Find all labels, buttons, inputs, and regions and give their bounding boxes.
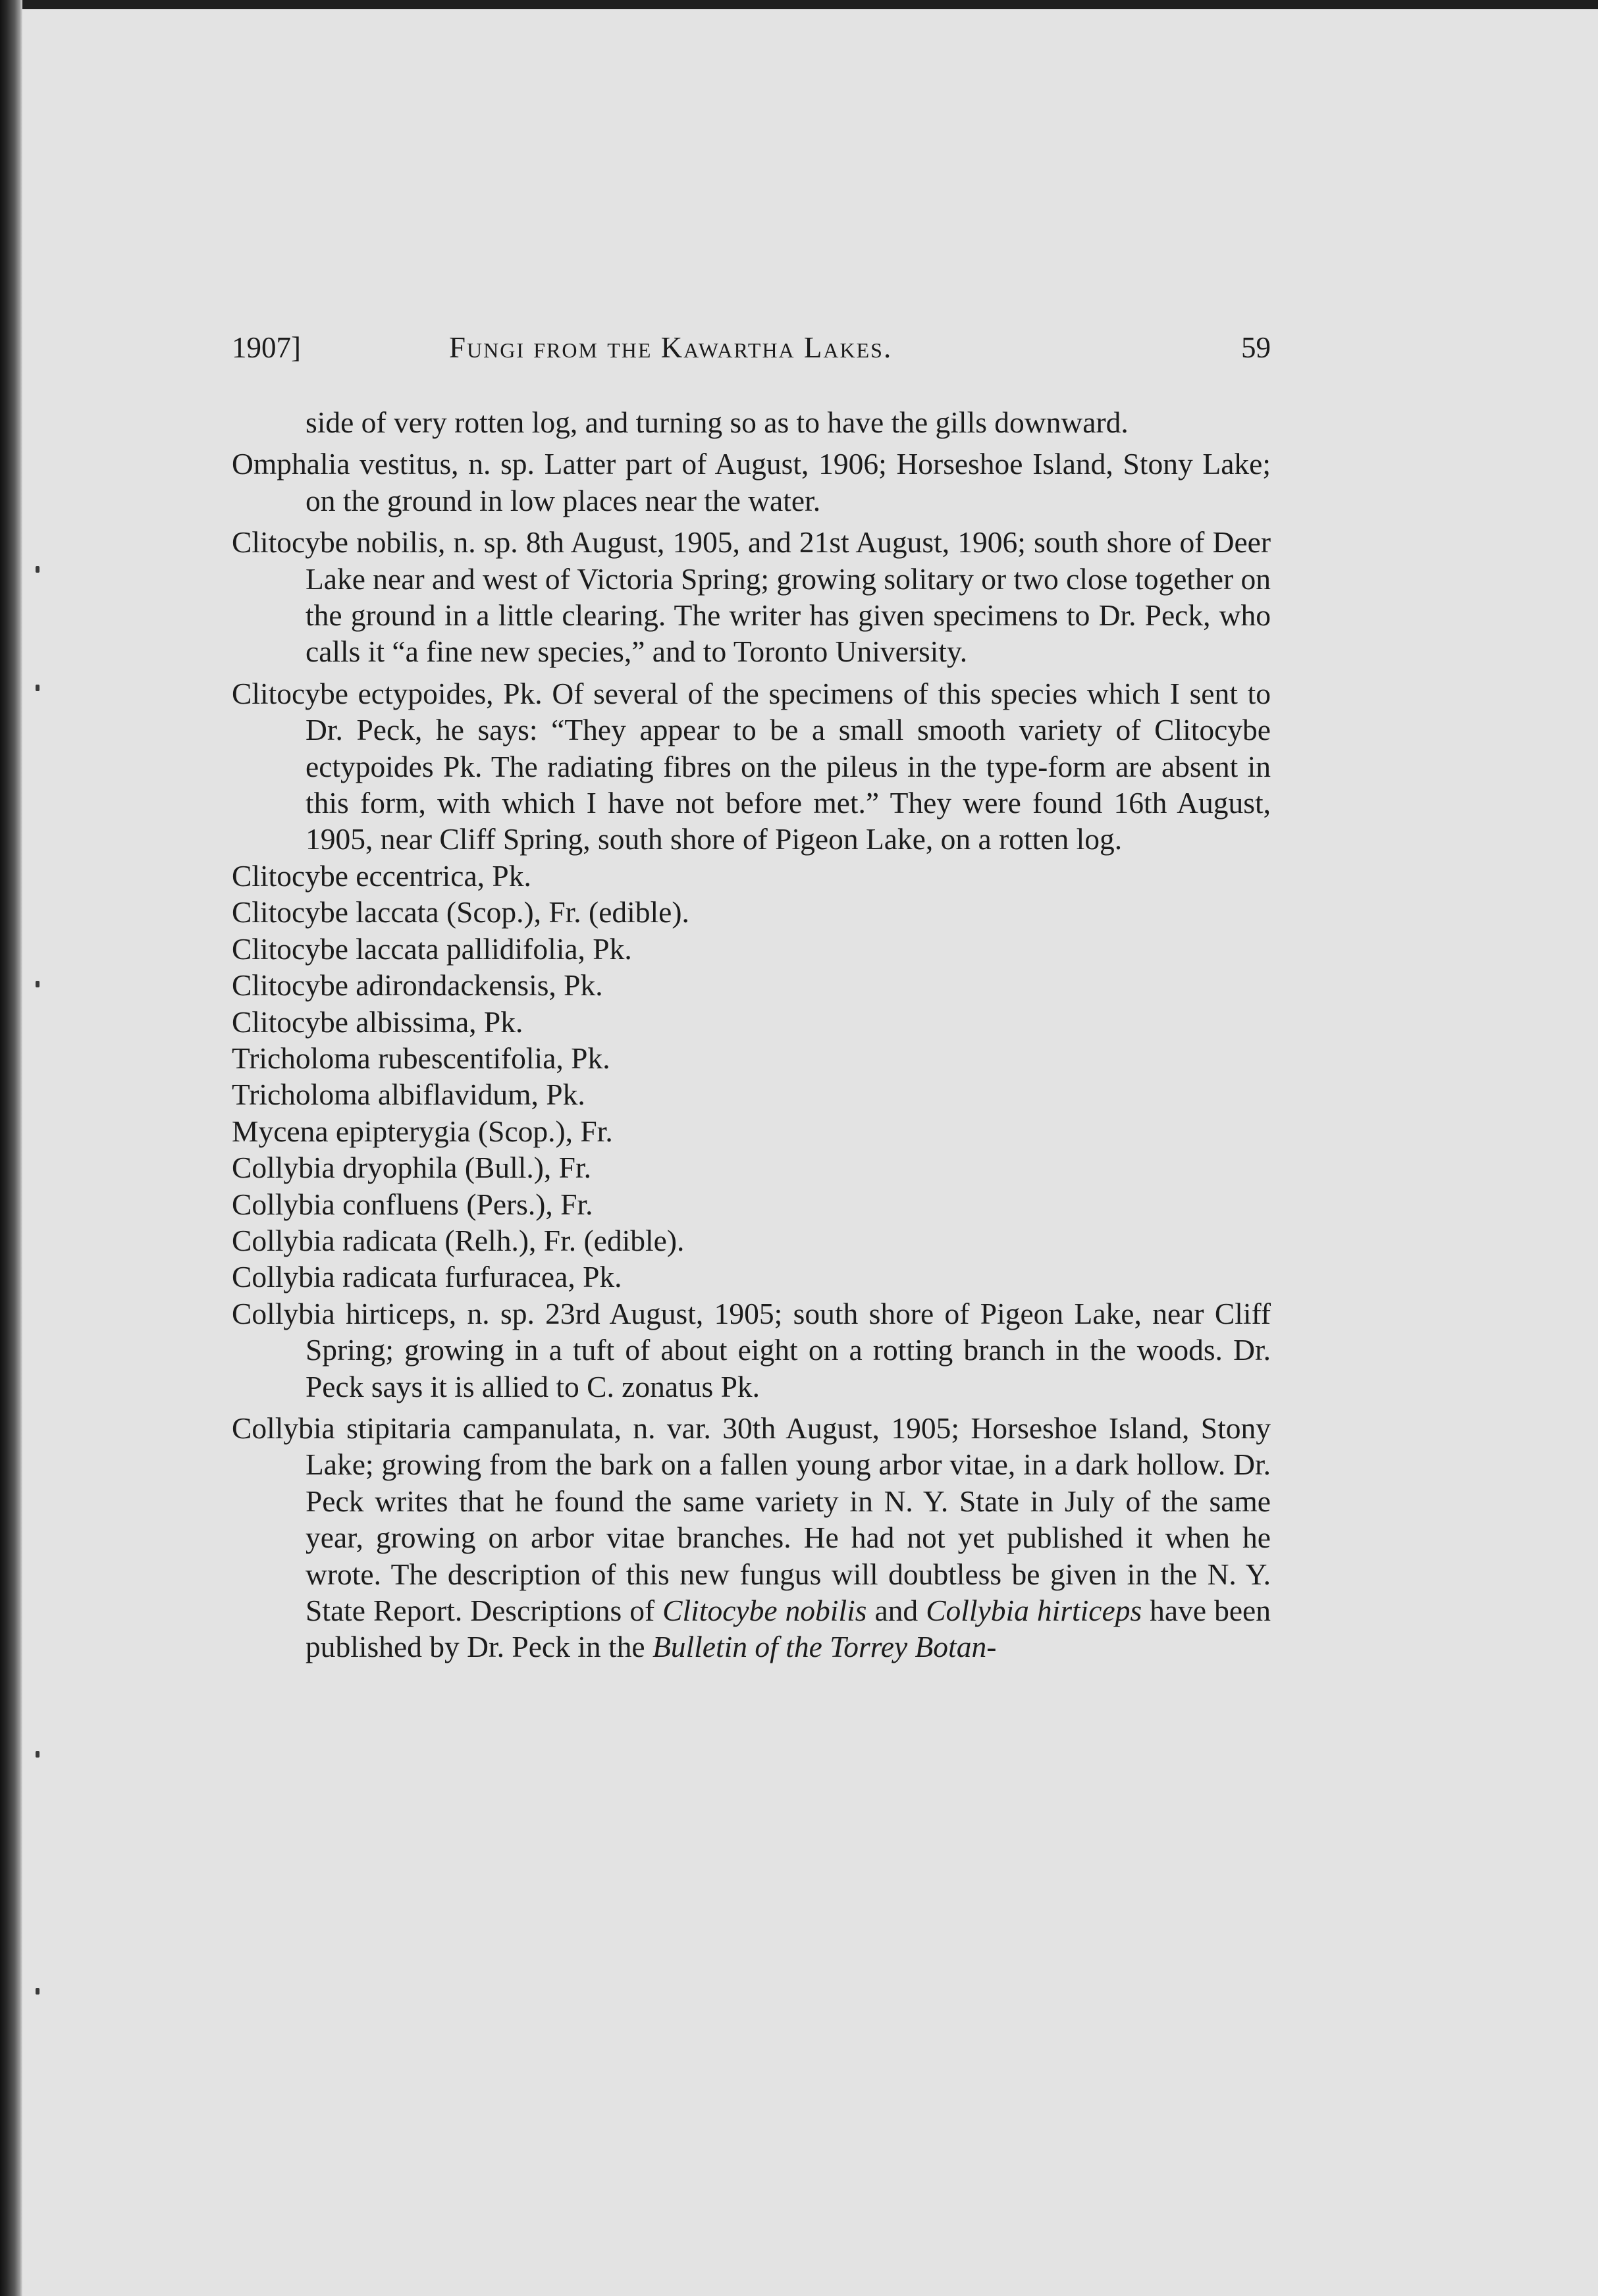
list-item: Tricholoma albiflavidum, Pk. [232,1078,585,1112]
italic-species-name: Collybia hirticeps [926,1594,1142,1627]
scan-top-edge [0,0,1598,9]
list-item: Omphalia vestitus, n. sp. Latter part of August, 1906; Horseshoe Island, Stony Lake; on the ground in low places near the water. [232,447,1271,517]
entry-text: Collybia stipitaria campanulata, n. var. 30th August, 1905; Horseshoe Island, Stony Lake; growing from the bark on a fallen young arbor vitae, in a dark hollow. Dr. Peck writes that he found the same variety in N. Y. State in July of the same year, growing on arbor vitae branches. He had not yet published it when he wrote. The description of this new fungus will doubtless be given in the N. Y. State Report. Descriptions of [232,1411,1271,1627]
list-item: Tricholoma rubescentifolia, Pk. [232,1041,610,1075]
gutter-mark [36,685,40,691]
species-list [232,404,1271,1665]
header-title: Fungi from the Kawartha Lakes. [449,331,893,364]
list-item: Mycena epipterygia (Scop.), Fr. [232,1114,613,1148]
list-item: Clitocybe adirondackensis, Pk. [232,968,603,1003]
list-item: Clitocybe albissima, Pk. [232,1004,523,1039]
header-year: 1907] [232,331,301,364]
list-item: Clitocybe ectypoides, Pk. Of several of the specimens of this species which I sent to Dr. Peck, he says: “They appear to be a small smooth variety of Clitocybe ectypoides Pk. The radiating fibres on the pileus in the type-form are absent in this form, with which I have not before met.” They were found 16th August, 1905, near Cliff Spring, south shore of Pigeon Lake, on a rotten log. [232,676,1271,856]
italic-species-name: Clitocybe nobilis [662,1594,867,1627]
text-block [232,328,1271,1665]
gutter-mark [36,981,40,987]
italic-journal-title: Bulletin of the Torrey Botan- [652,1630,997,1664]
list-item: Clitocybe nobilis, n. sp. 8th August, 1905, and 21st August, 1906; south shore of Deer Lake near and west of Victoria Spring; growing solitary or two close together on the ground in a little clearing. The writer has given specimens to Dr. Peck, who calls it “a fine new species,” and to Toronto University. [232,525,1271,669]
list-item: Clitocybe laccata pallidifolia, Pk. [232,931,632,966]
page-number: 59 [1241,331,1271,364]
list-item [232,1410,1271,1665]
running-head [232,328,1271,374]
list-item: Collybia confluens (Pers.), Fr. [232,1187,593,1221]
list-item: side of very rotten log, and turning so as to have the gills downward. [306,405,1129,439]
gutter-mark [36,566,40,573]
list-item: Clitocybe laccata (Scop.), Fr. (edible). [232,895,689,929]
list-item: Collybia hirticeps, n. sp. 23rd August, 1905; south shore of Pigeon Lake, near Cliff Spring; growing in a tuft of about eight on a rotting branch in the woods. Dr. Peck says it is allied to C. zonatus Pk. [232,1296,1271,1403]
entry-text: have been published by Dr. Peck in the [306,1594,1271,1664]
list-item: Collybia dryophila (Bull.), Fr. [232,1151,591,1185]
gutter-mark [36,1988,40,1995]
list-item: Clitocybe eccentrica, Pk. [232,858,531,893]
entry-text: and [866,1594,926,1627]
gutter-mark [36,1751,40,1758]
book-binding-edge [0,0,22,2296]
list-item: Collybia radicata (Relh.), Fr. (edible). [232,1223,685,1257]
list-item: Collybia radicata furfuracea, Pk. [232,1260,622,1294]
